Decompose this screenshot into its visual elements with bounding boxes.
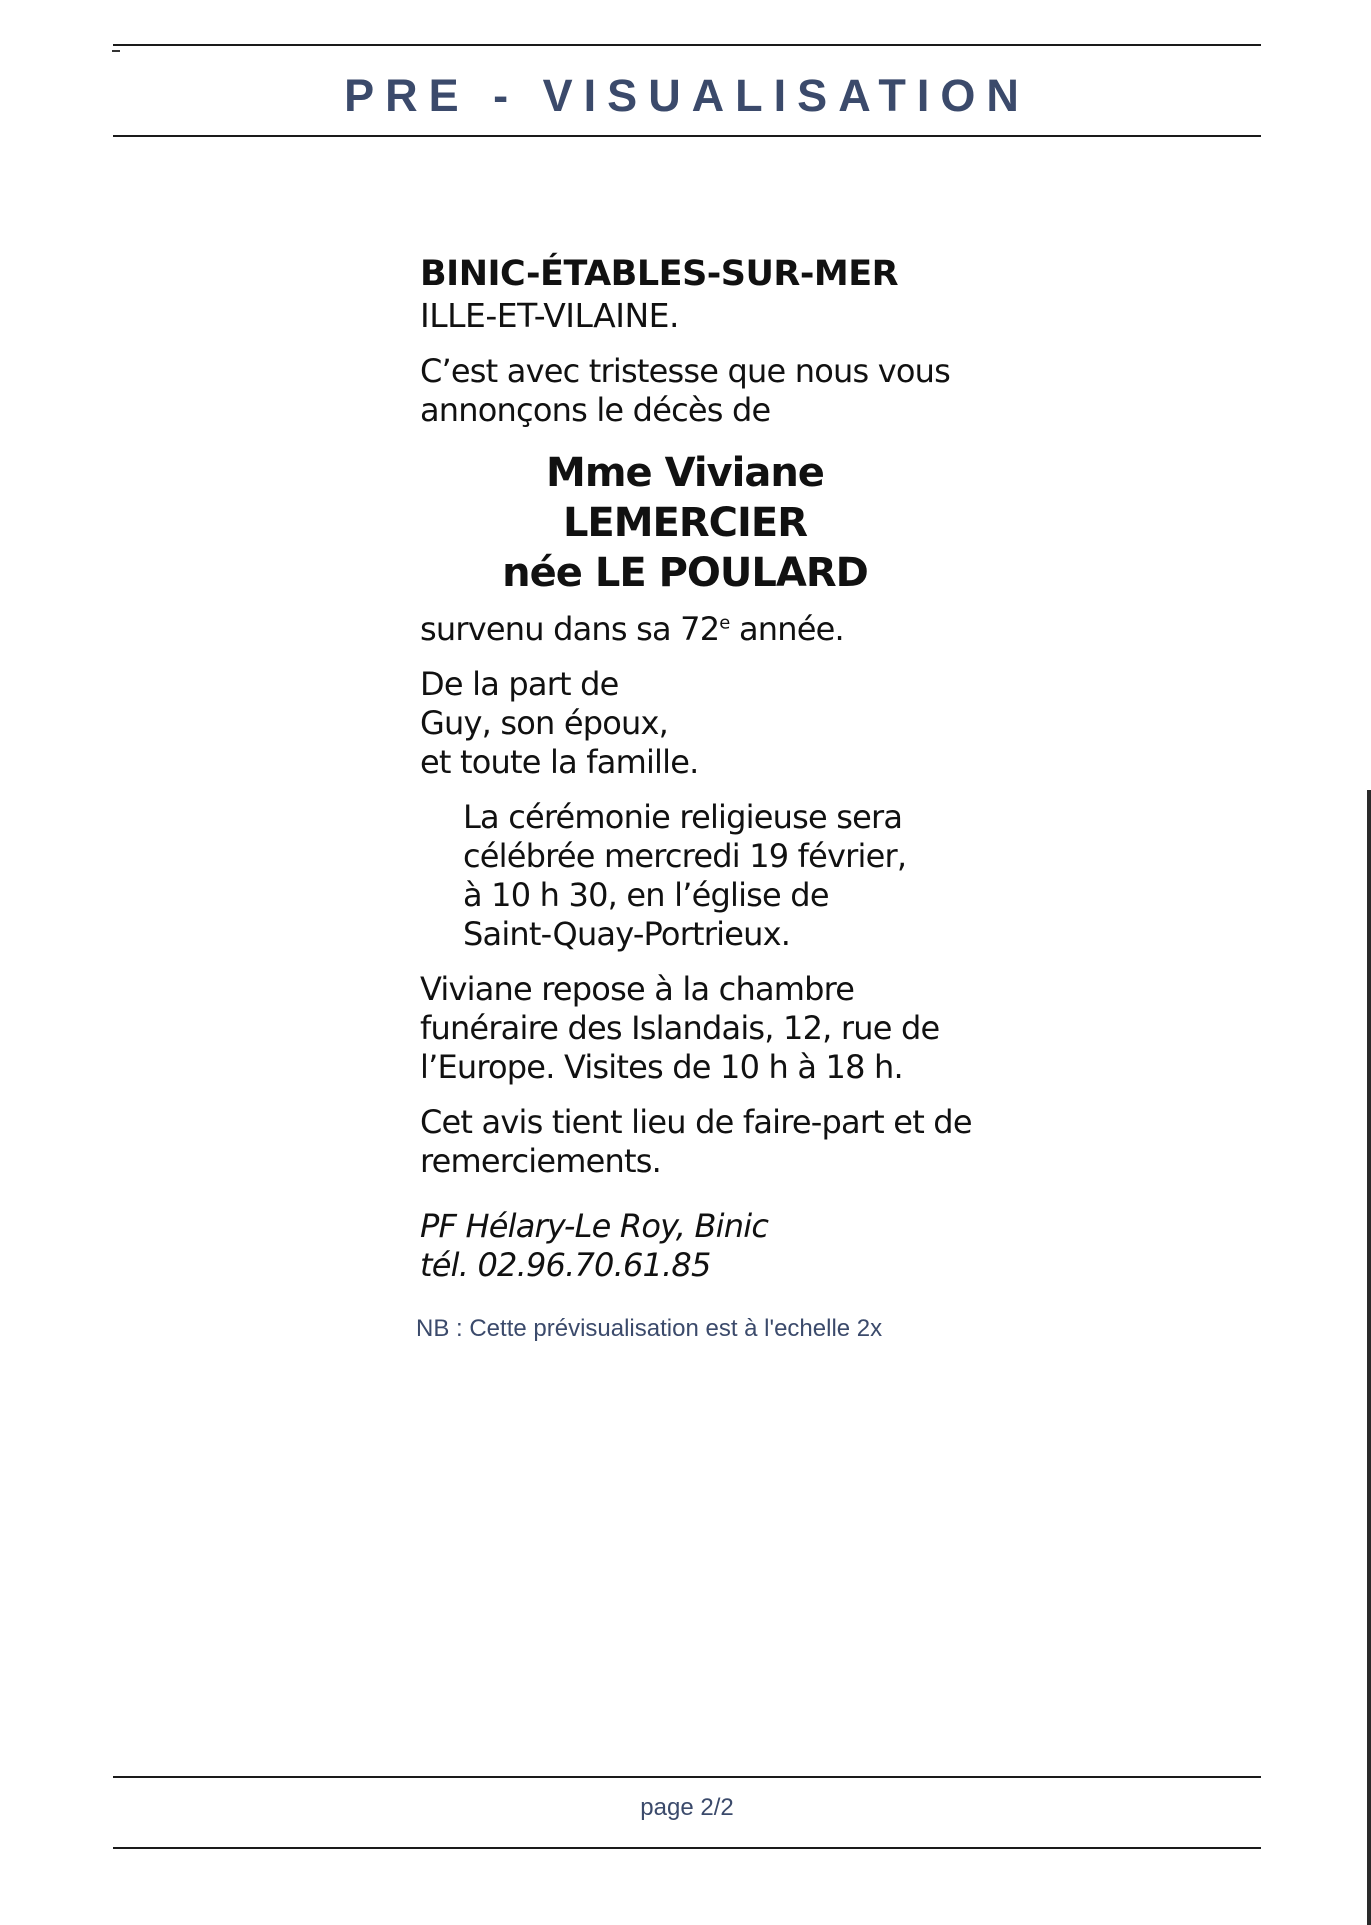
age-suffix: année. (729, 610, 844, 648)
family-line: et toute la famille. (420, 743, 699, 781)
ceremony-line: Saint-Quay-Portrieux. (463, 915, 791, 953)
deceased-name (420, 448, 950, 598)
age-superscript: e (719, 612, 730, 634)
ceremony-block (420, 798, 980, 954)
scale-note: NB : Cette prévisualisation est à l'echelle 2x (416, 1315, 883, 1342)
age-prefix: survenu dans sa 72 (420, 610, 720, 648)
header-top-rule (113, 44, 1261, 46)
funeral-home-phone: tél. 02.96.70.61.85 (420, 1246, 711, 1284)
rest-line: funéraire des Islandais, 12, rue de (420, 1009, 940, 1047)
rest-block (420, 970, 980, 1087)
footer-bottom-rule (113, 1847, 1261, 1849)
closing-block (420, 1103, 980, 1181)
ceremony-line: à 10 h 30, en l’église de (463, 876, 829, 914)
closing-line: Cet avis tient lieu de faire-part et de (420, 1103, 972, 1141)
notice-town: BINIC-ÉTABLES-SUR-MER (420, 254, 899, 294)
closing-line: remerciements. (420, 1142, 661, 1180)
intro-line: C’est avec tristesse que nous vous (420, 352, 951, 390)
rest-line: l’Europe. Visites de 10 h à 18 h. (420, 1048, 903, 1086)
ceremony-line: célébrée mercredi 19 février, (463, 837, 907, 875)
obituary-notice (420, 252, 980, 1285)
family-line: De la part de (420, 665, 619, 703)
header-bottom-rule (113, 135, 1261, 137)
page-title: PRE - VISUALISATION (344, 70, 1030, 121)
scan-mark (112, 50, 120, 52)
ceremony-line: La cérémonie religieuse sera (463, 798, 903, 836)
scan-edge-shadow (1367, 790, 1371, 1925)
intro-line: annonçons le décès de (420, 391, 771, 429)
footer-top-rule (113, 1776, 1261, 1778)
page-number: page 2/2 (640, 1794, 734, 1821)
funeral-home-signature (420, 1207, 980, 1285)
name-line: Mme Viviane LEMERCIER (546, 450, 824, 546)
maiden-name-line: née LE POULARD (502, 550, 868, 596)
rest-line: Viviane repose à la chambre (420, 970, 855, 1008)
notice-region: ILLE-ET-VILAINE. (420, 296, 679, 335)
funeral-home-name: PF Hélary-Le Roy, Binic (420, 1207, 769, 1245)
age-line (420, 610, 980, 649)
family-line: Guy, son époux, (420, 704, 669, 742)
notice-intro (420, 352, 980, 430)
family-block (420, 665, 980, 782)
